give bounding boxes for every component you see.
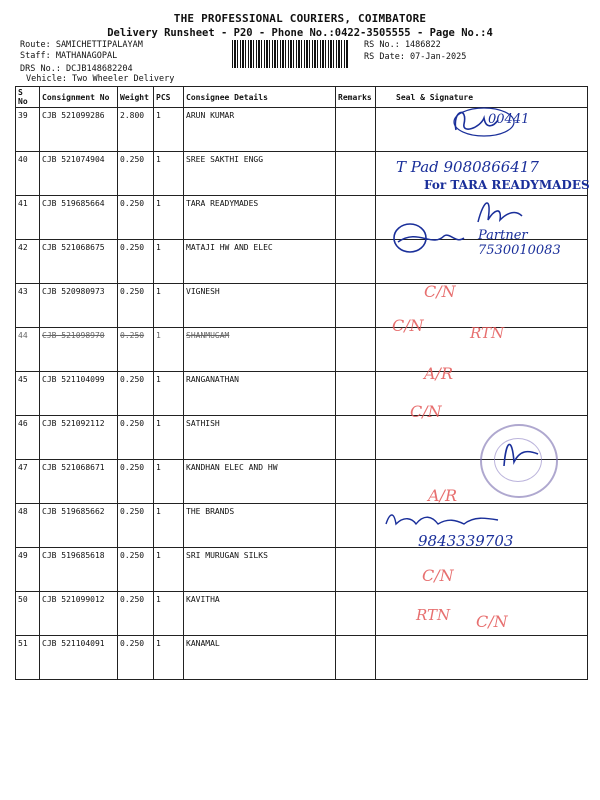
consignment-cell: CJB 521099012 bbox=[40, 592, 118, 636]
table-row bbox=[16, 548, 588, 592]
weight-cell: 0.250 bbox=[118, 504, 154, 548]
pcs-cell: 1 bbox=[154, 152, 184, 196]
consignment-cell: CJB 521074904 bbox=[40, 152, 118, 196]
consignee-cell: SATHISH bbox=[184, 416, 336, 460]
document-title: THE PROFESSIONAL COURIERS, COIMBATORE bbox=[173, 12, 427, 25]
pcs-cell: 1 bbox=[154, 108, 184, 152]
weight-cell: 0.250 bbox=[118, 636, 154, 680]
signature-note: 00441 bbox=[488, 112, 530, 127]
remarks-cell bbox=[336, 240, 376, 284]
sno-cell: 40 bbox=[16, 152, 40, 196]
sno-cell: 49 bbox=[16, 548, 40, 592]
remarks-cell bbox=[336, 548, 376, 592]
partner-note: Partner 7530010083 bbox=[478, 228, 561, 258]
signature-scribble bbox=[470, 192, 530, 228]
weight-cell: 0.250 bbox=[118, 284, 154, 328]
vehicle-label: Vehicle: Two Wheeler Delivery bbox=[26, 74, 175, 84]
remarks-cell bbox=[336, 196, 376, 240]
consignment-cell: CJB 521092112 bbox=[40, 416, 118, 460]
consignee-cell: KANAMAL bbox=[184, 636, 336, 680]
red-mark: C/N bbox=[410, 402, 442, 421]
consignee-cell: SHANMUGAM bbox=[184, 328, 336, 372]
sno-cell: 45 bbox=[16, 372, 40, 416]
consignment-cell: CJB 521104091 bbox=[40, 636, 118, 680]
remarks-cell bbox=[336, 416, 376, 460]
red-mark: C/N bbox=[424, 282, 456, 301]
weight-cell: 0.250 bbox=[118, 548, 154, 592]
table-row bbox=[16, 372, 588, 416]
table-row bbox=[16, 636, 588, 680]
staff-label: Staff: MATHANAGOPAL bbox=[20, 51, 118, 61]
sno-cell: 44 bbox=[16, 328, 40, 372]
handwritten-phone-note: 9843339703 bbox=[418, 532, 514, 550]
consignment-cell: CJB 521104099 bbox=[40, 372, 118, 416]
table-row bbox=[16, 284, 588, 328]
weight-cell: 0.250 bbox=[118, 372, 154, 416]
consignee-cell: SREE SAKTHI ENGG bbox=[184, 152, 336, 196]
consignment-cell: CJB 521068675 bbox=[40, 240, 118, 284]
consignment-cell: CJB 519685618 bbox=[40, 548, 118, 592]
barcode bbox=[232, 40, 348, 68]
red-mark: C/N bbox=[476, 612, 508, 631]
remarks-cell bbox=[336, 372, 376, 416]
pcs-cell: 1 bbox=[154, 240, 184, 284]
pcs-cell: 1 bbox=[154, 504, 184, 548]
pcs-cell: 1 bbox=[154, 416, 184, 460]
weight-cell: 0.250 bbox=[118, 328, 154, 372]
weight-cell: 0.250 bbox=[118, 416, 154, 460]
remarks-cell bbox=[336, 504, 376, 548]
consignee-cell: KAVITHA bbox=[184, 592, 336, 636]
signature-cell bbox=[376, 372, 588, 416]
drs-number: DRS No.: DCJB148682204 bbox=[20, 64, 133, 74]
weight-cell: 0.250 bbox=[118, 460, 154, 504]
consignment-cell: CJB 519685662 bbox=[40, 504, 118, 548]
sno-cell: 41 bbox=[16, 196, 40, 240]
column-header: Remarks bbox=[336, 87, 376, 108]
consignee-cell: MATAJI HW AND ELEC bbox=[184, 240, 336, 284]
consignee-cell: KANDHAN ELEC AND HW bbox=[184, 460, 336, 504]
signature-scribble bbox=[494, 432, 544, 472]
company-stamp-text: For TARA READYMADES bbox=[424, 178, 590, 192]
red-mark: C/N bbox=[392, 316, 424, 335]
remarks-cell bbox=[336, 328, 376, 372]
weight-cell: 0.250 bbox=[118, 196, 154, 240]
red-mark: RTN bbox=[470, 324, 505, 342]
remarks-cell bbox=[336, 592, 376, 636]
weight-cell: 0.250 bbox=[118, 592, 154, 636]
rs-date: RS Date: 07-Jan-2025 bbox=[364, 52, 467, 62]
consignee-cell: ARUN KUMAR bbox=[184, 108, 336, 152]
remarks-cell bbox=[336, 152, 376, 196]
signature-cell bbox=[376, 636, 588, 680]
sno-cell: 51 bbox=[16, 636, 40, 680]
sno-cell: 48 bbox=[16, 504, 40, 548]
sno-cell: 42 bbox=[16, 240, 40, 284]
red-mark: A/R bbox=[424, 364, 453, 383]
sno-cell: 39 bbox=[16, 108, 40, 152]
pcs-cell: 1 bbox=[154, 196, 184, 240]
handwritten-phone-note: T Pad 9080866417 bbox=[396, 158, 539, 176]
consignment-cell: CJB 521099286 bbox=[40, 108, 118, 152]
consignment-cell: CJB 521068671 bbox=[40, 460, 118, 504]
consignee-cell: RANGANATHAN bbox=[184, 372, 336, 416]
consignee-cell: TARA READYMADES bbox=[184, 196, 336, 240]
pcs-cell: 1 bbox=[154, 592, 184, 636]
red-mark: A/R bbox=[428, 486, 457, 505]
pcs-cell: 1 bbox=[154, 636, 184, 680]
route-label: Route: SAMICHETTIPALAYAM bbox=[20, 40, 143, 50]
consignee-cell: VIGNESH bbox=[184, 284, 336, 328]
handwritten-name-scribble bbox=[382, 508, 532, 530]
rs-number: RS No.: 1486822 bbox=[364, 40, 441, 50]
sno-cell: 46 bbox=[16, 416, 40, 460]
weight-cell: 2.800 bbox=[118, 108, 154, 152]
column-header: S No bbox=[16, 87, 40, 108]
weight-cell: 0.250 bbox=[118, 240, 154, 284]
signature-scribble bbox=[388, 218, 468, 258]
column-header: Consignment No bbox=[40, 87, 118, 108]
remarks-cell bbox=[336, 636, 376, 680]
column-header: PCS bbox=[154, 87, 184, 108]
runsheet-subtitle: Delivery Runsheet - P20 - Phone No.:0422-3505555 - Page No.:4 bbox=[107, 27, 493, 39]
pcs-cell: 1 bbox=[154, 372, 184, 416]
pcs-cell: 1 bbox=[154, 328, 184, 372]
consignee-cell: THE BRANDS bbox=[184, 504, 336, 548]
remarks-cell bbox=[336, 108, 376, 152]
weight-cell: 0.250 bbox=[118, 152, 154, 196]
consignment-cell: CJB 521098970 bbox=[40, 328, 118, 372]
red-mark: RTN bbox=[416, 606, 451, 624]
red-mark: C/N bbox=[422, 566, 454, 585]
consignment-cell: CJB 520980973 bbox=[40, 284, 118, 328]
sno-cell: 47 bbox=[16, 460, 40, 504]
sno-cell: 43 bbox=[16, 284, 40, 328]
remarks-cell bbox=[336, 460, 376, 504]
column-header: Weight bbox=[118, 87, 154, 108]
column-header: Seal & Signature bbox=[376, 87, 588, 108]
pcs-cell: 1 bbox=[154, 284, 184, 328]
signature-cell bbox=[376, 548, 588, 592]
pcs-cell: 1 bbox=[154, 548, 184, 592]
sno-cell: 50 bbox=[16, 592, 40, 636]
pcs-cell: 1 bbox=[154, 460, 184, 504]
remarks-cell bbox=[336, 284, 376, 328]
consignee-cell: SRI MURUGAN SILKS bbox=[184, 548, 336, 592]
column-header: Consignee Details bbox=[184, 87, 336, 108]
consignment-cell: CJB 519685664 bbox=[40, 196, 118, 240]
